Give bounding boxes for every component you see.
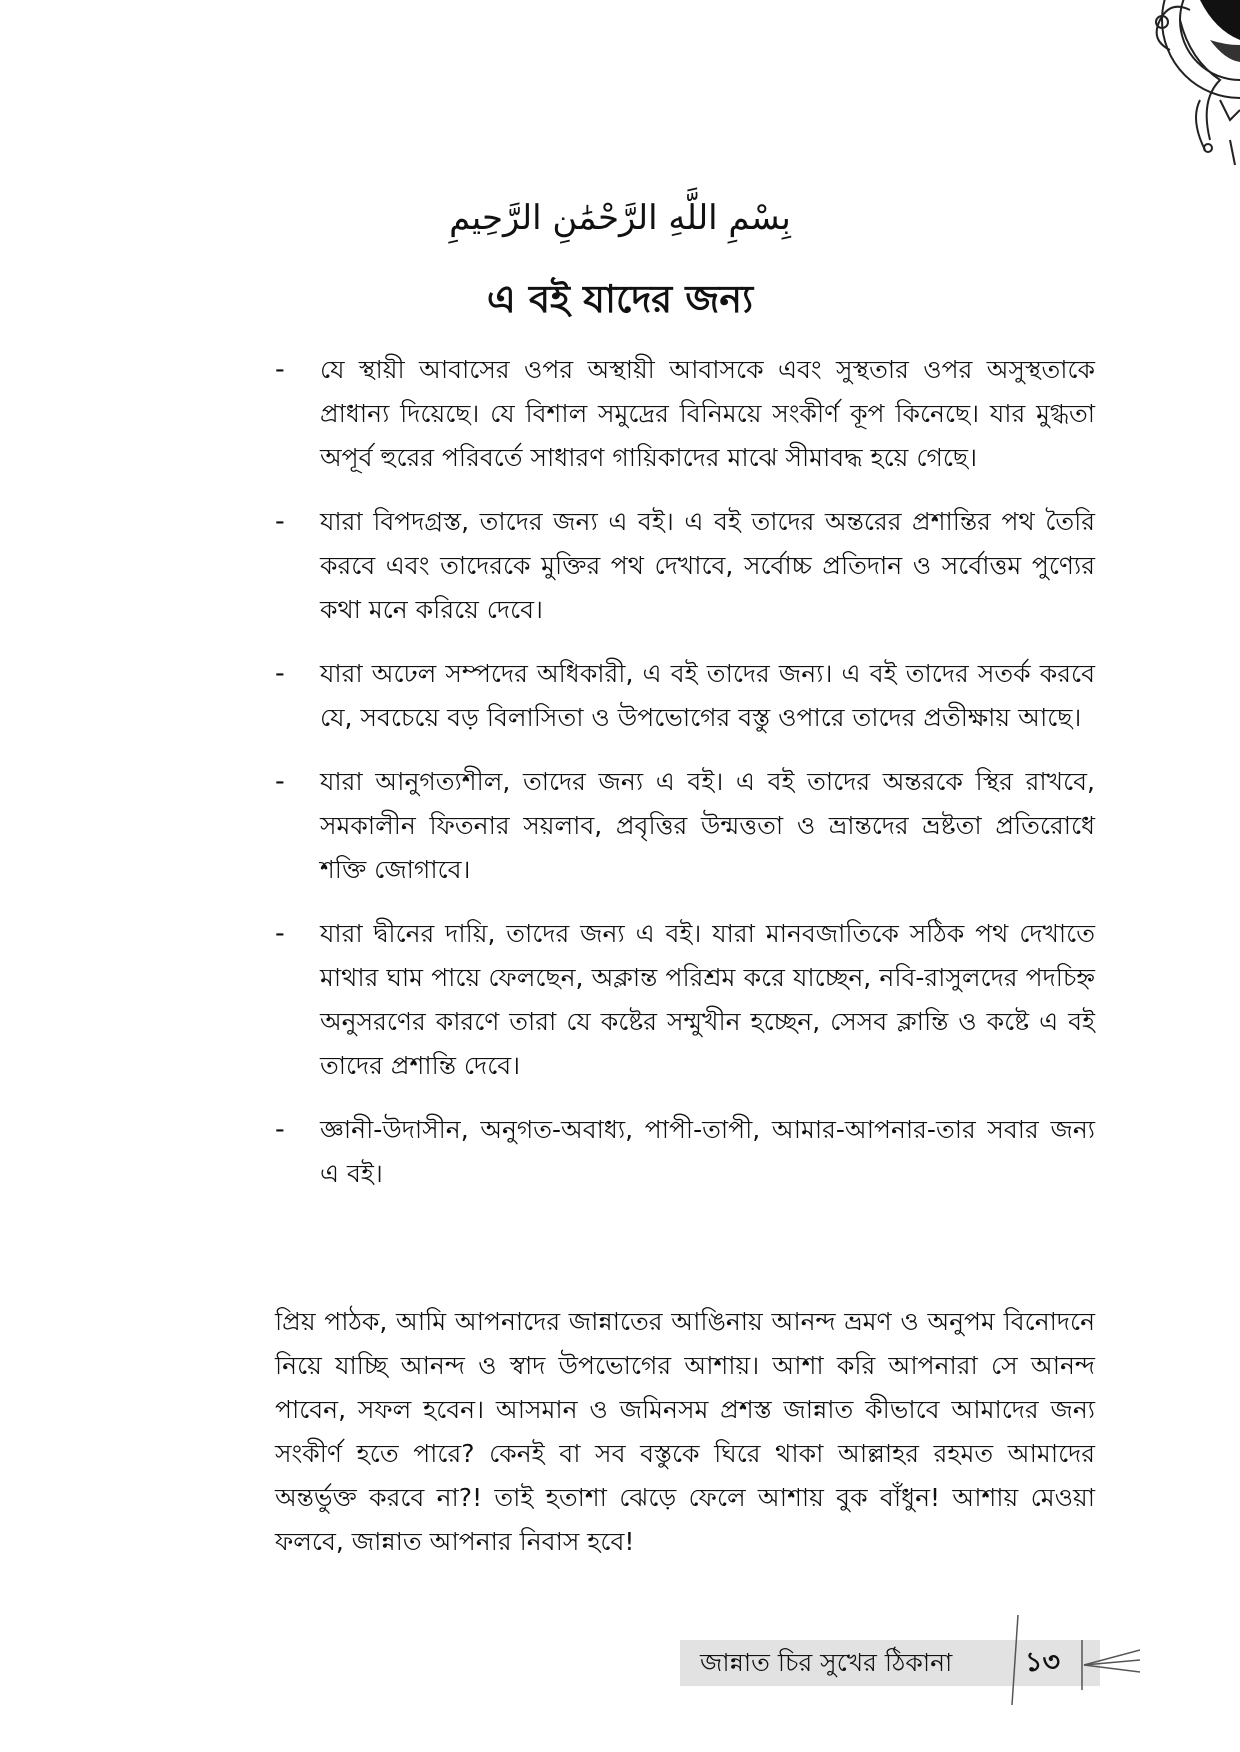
page-number: ১৩ xyxy=(1024,1647,1061,1678)
list-item xyxy=(275,760,1095,892)
mandala-ornament-icon xyxy=(1090,0,1240,170)
list-dash: - xyxy=(275,354,285,385)
list-item-text: যারা বিপদগ্রস্ত, তাদের জন্য এ বই। এ বই তাদের অন্তরের প্রশান্তির পথ তৈরি করবে এবং তাদেরকে মুক্তির পথ দেখাবে, সর্বোচ্চ প্রতিদান ও সর্বোত্তম পুণ্যের কথা মনে করিয়ে দেবে। xyxy=(320,507,1095,624)
list-item xyxy=(275,912,1095,1088)
list-dash: - xyxy=(275,506,285,537)
list-dash: - xyxy=(275,766,285,797)
list-item-text: জ্ঞানী-উদাসীন, অনুগত-অবাধ্য, পাপী-তাপী, আমার-আপনার-তার সবার জন্য এ বই। xyxy=(320,1115,1095,1188)
list-item xyxy=(275,348,1095,480)
list-dash: - xyxy=(275,918,285,949)
page-title: এ বই যাদের জন্য xyxy=(486,277,754,321)
list-item-text: যে স্থায়ী আবাসের ওপর অস্থায়ী আবাসকে এবং সুস্থতার ওপর অসুস্থতাকে প্রাধান্য দিয়েছে। যে বিশাল সমুদ্রের বিনিময়ে সংকীর্ণ কূপ কিনেছে। যার মুগ্ধতা অপূর্ব হুরের পরিবর্তে সাধারণ গায়িকাদের মাঝে সীমাবদ্ধ হয়ে গেছে। xyxy=(320,355,1095,472)
list-item-text: যারা অঢেল সম্পদের অধিকারী, এ বই তাদের জন্য। এ বই তাদের সতর্ক করবে যে, সবচেয়ে বড় বিলাসিতা ও উপভোগের বস্তু ওপারে তাদের প্রতীক্ষায় আছে। xyxy=(320,659,1095,732)
list-dash: - xyxy=(275,1114,285,1145)
list-item xyxy=(275,652,1095,740)
bismillah-calligraphy: بِسْمِ اللَّهِ الرَّحْمَٰنِ الرَّحِيمِ xyxy=(449,198,791,238)
list-dash: - xyxy=(275,658,285,689)
list-item xyxy=(275,500,1095,632)
list-item xyxy=(275,1108,1095,1196)
closing-paragraph: প্রিয় পাঠক, আমি আপনাদের জান্নাতের আঙিনায় আনন্দ ভ্রমণ ও অনুপম বিনোদনে নিয়ে যাচ্ছি আনন্দ ও স্বাদ উপভোগের আশায়। আশা করি আপনারা সে আনন্দ পাবেন, সফল হবেন। আসমান ও জমিনসম প্রশস্ত জান্নাত কীভাবে আমাদের জন্য সংকীর্ণ হতে পারে? কেনই বা সব বস্তুকে ঘিরে থাকা আল্লাহর রহমত আমাদের অন্তর্ভুক্ত করবে না?! তাই হতাশা ঝেড়ে ফেলে আশায় বুক বাঁধুন! আশায় মেওয়া ফলবে, জান্নাত আপনার নিবাস হবে! xyxy=(275,1307,1095,1556)
audience-list xyxy=(275,348,1095,1216)
footer-book-title: জান্নাত চির সুখের ঠিকানা xyxy=(700,1648,953,1677)
list-item-text: যারা আনুগত্যশীল, তাদের জন্য এ বই। এ বই তাদের অন্তরকে স্থির রাখবে, সমকালীন ফিতনার সয়লাব, প্রবৃত্তির উন্মত্ততা ও ভ্রান্তদের ভ্রষ্টতা প্রতিরোধে শক্তি জোগাবে। xyxy=(320,767,1095,884)
list-item-text: যারা দ্বীনের দায়ি, তাদের জন্য এ বই। যারা মানবজাতিকে সঠিক পথ দেখাতে মাথার ঘাম পায়ে ফেলছেন, অক্লান্ত পরিশ্রম করে যাচ্ছেন, নবি-রাসুলদের পদচিহ্ন অনুসরণের কারণে তারা যে কষ্টের সম্মুখীন হচ্ছেন, সেসব ক্লান্তি ও কষ্টে এ বই তাদের প্রশান্তি দেবে। xyxy=(320,919,1095,1080)
